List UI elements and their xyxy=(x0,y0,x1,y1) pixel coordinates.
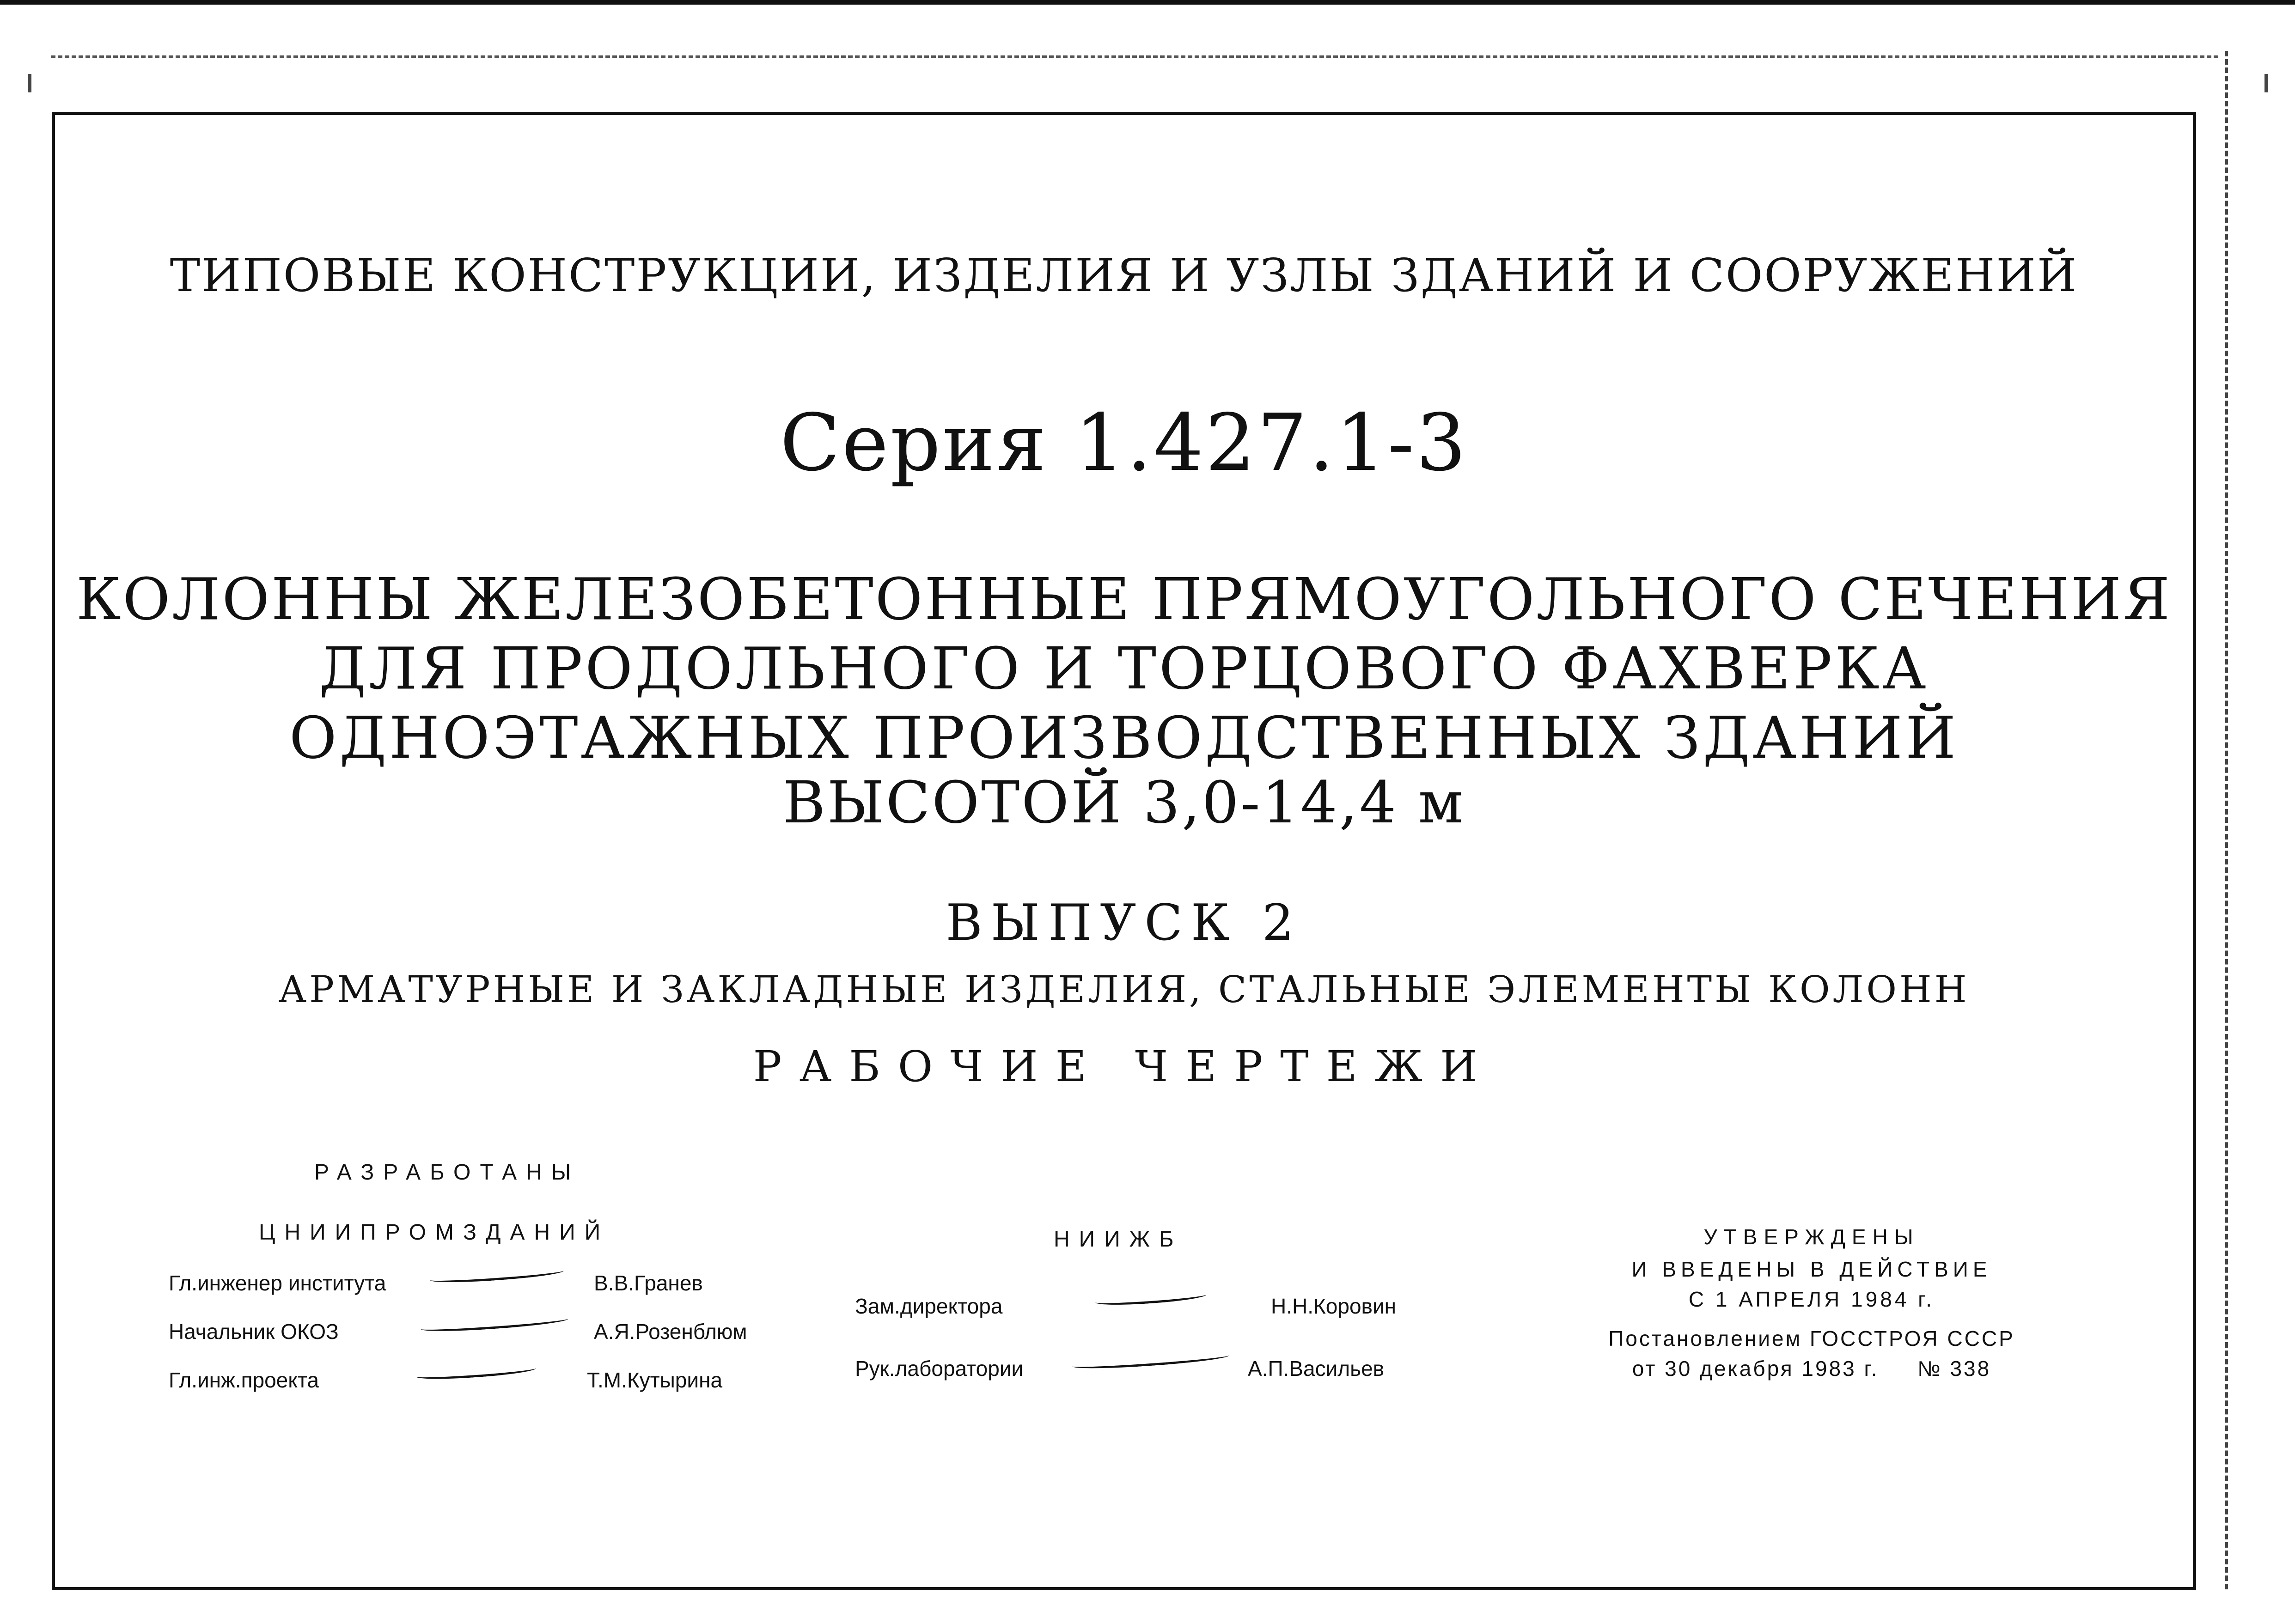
title-line-4: ВЫСОТОЙ 3,0-14,4 м xyxy=(783,769,1465,836)
developer-name-2: А.Я.Розенблюм xyxy=(594,1320,747,1344)
title-line-3: ОДНОЭТАЖНЫХ ПРОИЗВОДСТВЕННЫХ ЗДАНИЙ xyxy=(289,705,1959,772)
right-edge-mark xyxy=(2264,74,2268,92)
title-line-2: ДЛЯ ПРОДОЛЬНОГО И ТОРЦОВОГО ФАХВЕРКА xyxy=(319,635,1929,702)
approved-line-2: И ВВЕДЕНЫ В ДЕЙСТВИЕ xyxy=(1631,1257,1992,1281)
document-type: РАБОЧИЕ ЧЕРТЕЖИ xyxy=(753,1042,1495,1091)
developer-role-1: Гл.инженер института xyxy=(169,1271,386,1295)
niizhb-name-1: Н.Н.Коровин xyxy=(1271,1294,1397,1318)
series-number: Серия 1.427.1-3 xyxy=(780,397,1468,489)
approved-line-1: УТВЕРЖДЕНЫ xyxy=(1703,1225,1920,1249)
developer-name-3: Т.М.Кутырина xyxy=(587,1368,723,1392)
approved-line-3: С 1 АПРЕЛЯ 1984 г. xyxy=(1688,1287,1935,1311)
top-edge-rule xyxy=(0,0,2295,5)
issue-number: ВЫПУСК 2 xyxy=(946,894,1302,952)
series-header: ТИПОВЫЕ КОНСТРУКЦИИ, ИЗДЕЛИЯ И УЗЛЫ ЗДАНИЙ И СООРУЖЕНИЙ xyxy=(170,249,2078,302)
niizhb-role-2: Рук.лаборатории xyxy=(855,1356,1024,1381)
approved-line-5: от 30 декабря 1983 г. № 338 xyxy=(1632,1356,1991,1381)
developer-role-2: Начальник ОКОЗ xyxy=(169,1320,339,1344)
developer-role-3: Гл.инж.проекта xyxy=(169,1368,319,1392)
niizhb-role-1: Зам.директора xyxy=(855,1294,1003,1318)
developed-heading: РАЗРАБОТАНЫ xyxy=(314,1160,580,1185)
right-dashed-rule xyxy=(2225,51,2228,1589)
top-dashed-rule xyxy=(51,55,2218,58)
approved-line-4: Постановлением ГОССТРОЯ СССР xyxy=(1608,1326,2015,1350)
niizhb-org: НИИЖБ xyxy=(1054,1227,1183,1252)
niizhb-name-2: А.П.Васильев xyxy=(1248,1356,1385,1381)
left-edge-mark xyxy=(28,74,31,92)
title-line-1: КОЛОННЫ ЖЕЛЕЗОБЕТОННЫЕ ПРЯМОУГОЛЬНОГО СЕЧЕНИЯ xyxy=(76,566,2172,633)
issue-subtitle: АРМАТУРНЫЕ И ЗАКЛАДНЫЕ ИЗДЕЛИЯ, СТАЛЬНЫЕ ЭЛЕМЕНТЫ КОЛОНН xyxy=(278,968,1970,1011)
developed-org: ЦНИИПРОМЗДАНИЙ xyxy=(259,1220,610,1245)
developer-name-1: В.В.Гранев xyxy=(594,1271,703,1295)
